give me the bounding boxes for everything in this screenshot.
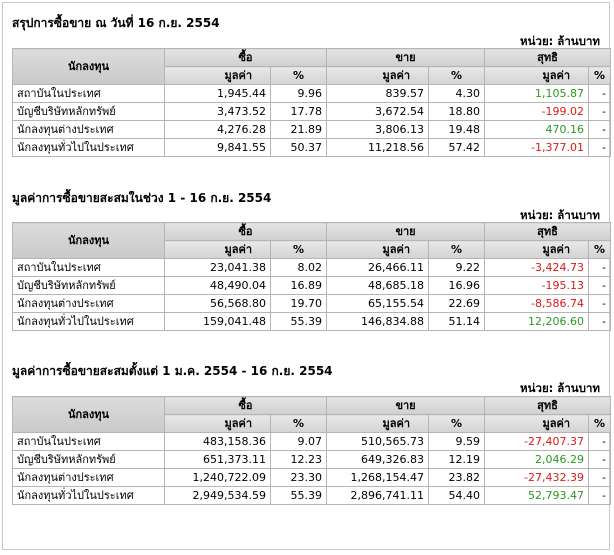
- summary-table: [12, 396, 611, 505]
- buy-pct-header: %: [271, 241, 327, 259]
- table-row: [13, 85, 611, 103]
- sell-pct: 9.22: [429, 259, 485, 277]
- sell-value: 65,155.54: [327, 295, 429, 313]
- sell-value: 146,834.88: [327, 313, 429, 331]
- buy-value: 1,945.44: [165, 85, 271, 103]
- net-pct: -: [589, 259, 611, 277]
- sell-pct: 57.42: [429, 139, 485, 157]
- table-row: [13, 487, 611, 505]
- buy-value: 651,373.11: [165, 451, 271, 469]
- buy-pct: 12.23: [271, 451, 327, 469]
- investor-name: นักลงทุนต่างประเทศ: [13, 121, 165, 139]
- buy-value: 23,041.38: [165, 259, 271, 277]
- net-header: สุทธิ: [485, 397, 611, 415]
- table-row: [13, 121, 611, 139]
- investor-name: นักลงทุนต่างประเทศ: [13, 295, 165, 313]
- table-row: [13, 451, 611, 469]
- buy-value: 2,949,534.59: [165, 487, 271, 505]
- net-value: -3,424.73: [485, 259, 589, 277]
- buy-value: 1,240,722.09: [165, 469, 271, 487]
- sell-value: 649,326.83: [327, 451, 429, 469]
- sell-pct: 18.80: [429, 103, 485, 121]
- buy-value: 159,041.48: [165, 313, 271, 331]
- investor-header: นักลงทุน: [13, 223, 165, 259]
- buy-header: ซื้อ: [165, 223, 327, 241]
- net-pct-header: %: [589, 241, 611, 259]
- table-row: [13, 313, 611, 331]
- net-value: -199.02: [485, 103, 589, 121]
- summary-table: [12, 48, 611, 157]
- buy-header: ซื้อ: [165, 49, 327, 67]
- table-row: [13, 259, 611, 277]
- sell-value: 510,565.73: [327, 433, 429, 451]
- sell-pct-header: %: [429, 415, 485, 433]
- table-row: [13, 103, 611, 121]
- buy-pct: 55.39: [271, 487, 327, 505]
- sell-header: ขาย: [327, 223, 485, 241]
- buy-pct: 17.78: [271, 103, 327, 121]
- net-pct: -: [589, 487, 611, 505]
- net-pct: -: [589, 469, 611, 487]
- net-pct: -: [589, 85, 611, 103]
- sell-header: ขาย: [327, 397, 485, 415]
- buy-pct: 16.89: [271, 277, 327, 295]
- table-row: [13, 433, 611, 451]
- sell-pct: 12.19: [429, 451, 485, 469]
- sell-value: 26,466.11: [327, 259, 429, 277]
- net-value: -27,432.39: [485, 469, 589, 487]
- section-title: มูลค่าการซื้อขายสะสมตั้งแต่ 1 ม.ค. 2554 - 16 ก.ย. 2554: [12, 364, 333, 378]
- table-row: [13, 277, 611, 295]
- net-pct: -: [589, 139, 611, 157]
- buy-value: 48,490.04: [165, 277, 271, 295]
- investor-name: นักลงทุนทั่วไปในประเทศ: [13, 139, 165, 157]
- sell-pct: 54.40: [429, 487, 485, 505]
- investor-name: นักลงทุนทั่วไปในประเทศ: [13, 313, 165, 331]
- investor-name: สถาบันในประเทศ: [13, 259, 165, 277]
- investor-name: สถาบันในประเทศ: [13, 433, 165, 451]
- net-pct: -: [589, 103, 611, 121]
- buy-pct: 9.96: [271, 85, 327, 103]
- sell-pct-header: %: [429, 67, 485, 85]
- sell-value-header: มูลค่า: [327, 415, 429, 433]
- sell-pct: 23.82: [429, 469, 485, 487]
- unit-label: หน่วย: ล้านบาท: [520, 34, 600, 48]
- net-pct: -: [589, 433, 611, 451]
- sell-pct: 16.96: [429, 277, 485, 295]
- buy-pct-header: %: [271, 67, 327, 85]
- unit-label: หน่วย: ล้านบาท: [520, 208, 600, 222]
- net-value: 470.16: [485, 121, 589, 139]
- net-value: -27,407.37: [485, 433, 589, 451]
- net-value-header: มูลค่า: [485, 241, 589, 259]
- net-pct: -: [589, 295, 611, 313]
- buy-pct: 19.70: [271, 295, 327, 313]
- net-header: สุทธิ: [485, 49, 611, 67]
- buy-value-header: มูลค่า: [165, 241, 271, 259]
- buy-value: 483,158.36: [165, 433, 271, 451]
- buy-pct: 55.39: [271, 313, 327, 331]
- sell-value-header: มูลค่า: [327, 67, 429, 85]
- buy-value-header: มูลค่า: [165, 415, 271, 433]
- buy-pct: 50.37: [271, 139, 327, 157]
- buy-value-header: มูลค่า: [165, 67, 271, 85]
- summary-table: [12, 222, 611, 331]
- sell-value: 48,685.18: [327, 277, 429, 295]
- net-value: -8,586.74: [485, 295, 589, 313]
- buy-pct: 9.07: [271, 433, 327, 451]
- buy-pct: 23.30: [271, 469, 327, 487]
- buy-pct: 8.02: [271, 259, 327, 277]
- net-pct: -: [589, 277, 611, 295]
- buy-value: 3,473.52: [165, 103, 271, 121]
- section-title: สรุปการซื้อขาย ณ วันที่ 16 ก.ย. 2554: [12, 16, 220, 30]
- net-header: สุทธิ: [485, 223, 611, 241]
- net-pct-header: %: [589, 67, 611, 85]
- sell-value: 11,218.56: [327, 139, 429, 157]
- sell-pct: 4.30: [429, 85, 485, 103]
- investor-header: นักลงทุน: [13, 49, 165, 85]
- investor-name: นักลงทุนทั่วไปในประเทศ: [13, 487, 165, 505]
- sell-pct: 51.14: [429, 313, 485, 331]
- sell-pct-header: %: [429, 241, 485, 259]
- unit-label: หน่วย: ล้านบาท: [520, 381, 600, 395]
- buy-pct-header: %: [271, 415, 327, 433]
- sell-value: 1,268,154.47: [327, 469, 429, 487]
- net-pct: -: [589, 313, 611, 331]
- sell-pct: 9.59: [429, 433, 485, 451]
- buy-value: 4,276.28: [165, 121, 271, 139]
- investor-name: สถาบันในประเทศ: [13, 85, 165, 103]
- net-value: 52,793.47: [485, 487, 589, 505]
- sell-value-header: มูลค่า: [327, 241, 429, 259]
- net-value: -1,377.01: [485, 139, 589, 157]
- sell-pct: 19.48: [429, 121, 485, 139]
- sell-pct: 22.69: [429, 295, 485, 313]
- buy-value: 56,568.80: [165, 295, 271, 313]
- sell-value: 2,896,741.11: [327, 487, 429, 505]
- sell-value: 3,806.13: [327, 121, 429, 139]
- net-pct-header: %: [589, 415, 611, 433]
- net-pct: -: [589, 121, 611, 139]
- investor-name: บัญชีบริษัทหลักทรัพย์: [13, 451, 165, 469]
- buy-pct: 21.89: [271, 121, 327, 139]
- net-value: 12,206.60: [485, 313, 589, 331]
- net-value: -195.13: [485, 277, 589, 295]
- net-value-header: มูลค่า: [485, 67, 589, 85]
- investor-header: นักลงทุน: [13, 397, 165, 433]
- buy-value: 9,841.55: [165, 139, 271, 157]
- sell-value: 839.57: [327, 85, 429, 103]
- investor-name: บัญชีบริษัทหลักทรัพย์: [13, 103, 165, 121]
- buy-header: ซื้อ: [165, 397, 327, 415]
- investor-name: บัญชีบริษัทหลักทรัพย์: [13, 277, 165, 295]
- sell-header: ขาย: [327, 49, 485, 67]
- net-pct: -: [589, 451, 611, 469]
- net-value: 2,046.29: [485, 451, 589, 469]
- section-title: มูลค่าการซื้อขายสะสมในช่วง 1 - 16 ก.ย. 2554: [12, 191, 272, 205]
- table-row: [13, 469, 611, 487]
- table-row: [13, 295, 611, 313]
- investor-name: นักลงทุนต่างประเทศ: [13, 469, 165, 487]
- net-value-header: มูลค่า: [485, 415, 589, 433]
- sell-value: 3,672.54: [327, 103, 429, 121]
- table-row: [13, 139, 611, 157]
- net-value: 1,105.87: [485, 85, 589, 103]
